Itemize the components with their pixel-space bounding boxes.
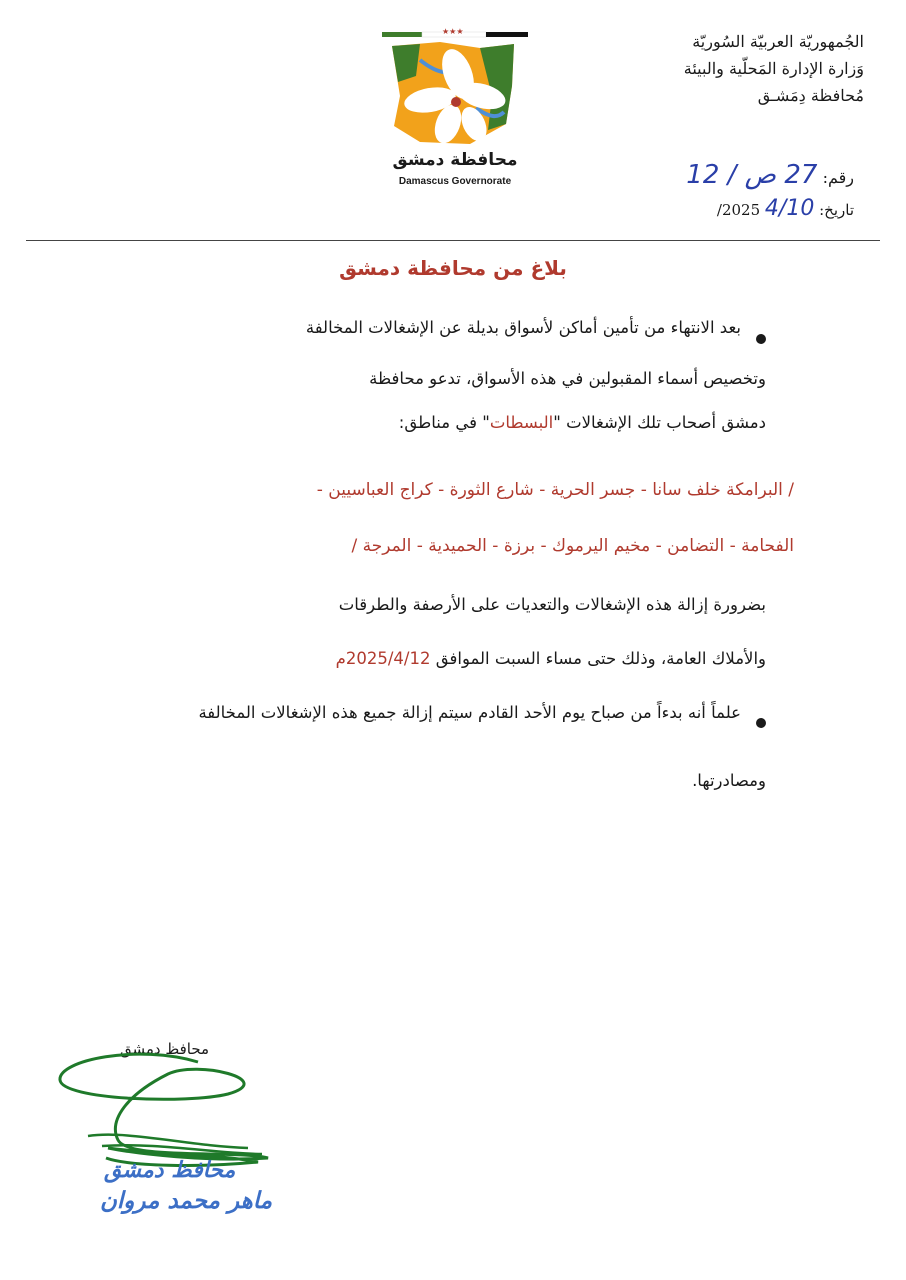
header-governorate: مُحافظة دِمَشـق: [757, 86, 864, 105]
logo-name-arabic: محافظة دمشق: [392, 150, 518, 170]
deadline-date: 2025/4/12م: [335, 649, 431, 668]
bullet-1: [756, 334, 766, 344]
paragraph-2-line-1: بضرورة إزالة هذه الإشغالات والتعديات على الأرصفة والطرقات: [338, 595, 766, 614]
governorate-logo: [380, 26, 530, 196]
paragraph-1-line-1: بعد الانتهاء من تأمين أماكن لأسواق بديلة عن الإشغالات المخالفة: [305, 318, 741, 337]
reference-value: 27 ص / 12: [686, 160, 818, 190]
paragraph-1-text-a: دمشق أصحاب تلك الإشغالات ": [553, 413, 766, 432]
stamp-title: محافظ دمشق: [104, 1158, 236, 1183]
svg-text:★★★: ★★★: [442, 27, 464, 36]
page-title: بلاغ من محافظة دمشق: [339, 256, 567, 280]
date-handwritten: 4/10: [764, 196, 815, 221]
date-year: 2025/: [716, 201, 761, 219]
header-ministry: وَزارة الإدارة المَحلّية والبيئة: [683, 59, 864, 78]
paragraph-1-line-3: [101, 410, 766, 436]
paragraph-3-line-1: علماً أنه بدءاً من صباح يوم الأحد القادم سيتم إزالة جميع هذه الإشغالات المخالفة: [198, 703, 741, 722]
header-country: الجُمهوريّة العربيّة السُوريّة: [692, 32, 864, 51]
logo-name-english: Damascus Governorate: [398, 176, 512, 187]
paragraph-1-text-b: " في مناطق:: [398, 413, 490, 432]
stamp-name: ماهر محمد مروان: [100, 1188, 273, 1214]
reference-number: [614, 160, 854, 190]
paragraph-1-line-2: وتخصيص أسماء المقبولين في هذه الأسواق، تدعو محافظة: [369, 369, 766, 388]
paragraph-2-line-2: [101, 646, 766, 672]
signatory-title: محافظ دمشق: [120, 1040, 210, 1058]
paragraph-1-highlight: البسطات: [489, 413, 554, 432]
header-divider: [26, 240, 880, 241]
jasmine-flower-icon: [380, 26, 530, 151]
document-date: [614, 196, 854, 221]
reference-label: رقم:: [822, 168, 854, 187]
areas-line-2: الفحامة - التضامن - مخيم اليرموك - برزة - الحميدية - المرجة /: [351, 536, 794, 556]
bullet-2: [756, 718, 766, 728]
paragraph-3-line-2: ومصادرتها.: [692, 771, 766, 790]
date-label: تاريخ:: [819, 201, 854, 219]
issuer-header: [564, 28, 864, 109]
areas-line-1: / البرامكة خلف سانا - جسر الحرية - شارع الثورة - كراج العباسيين -: [316, 480, 794, 500]
paragraph-2-text: والأملاك العامة، وذلك حتى مساء السبت الموافق: [430, 649, 766, 668]
